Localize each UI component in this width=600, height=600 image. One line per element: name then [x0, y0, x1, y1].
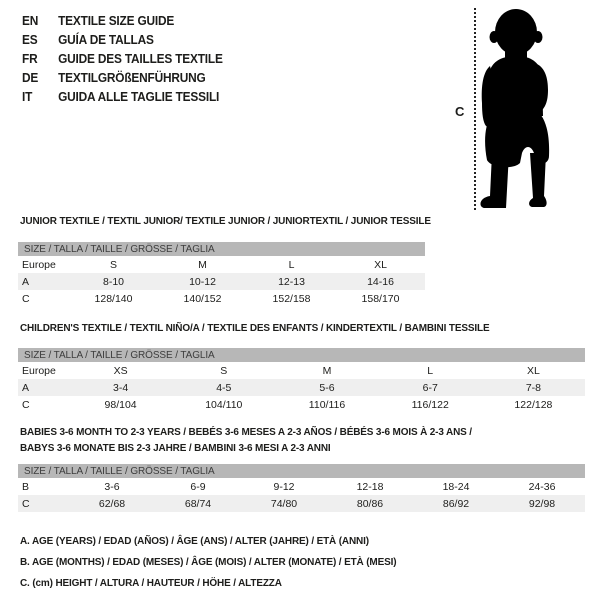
babies-title-line2: BABYS 3-6 MONATE BIS 2-3 JAHRE / BAMBINI 3-6 MESI A 2-3 ANNI [20, 442, 331, 454]
value-cell: 92/98 [528, 497, 556, 510]
value-cell: 116/122 [411, 398, 449, 411]
language-label: GUIDE DES TAILLES TEXTILE [58, 51, 223, 66]
row-label: A [22, 381, 30, 394]
row-label: C [22, 398, 30, 411]
value-cell: 3-4 [113, 381, 129, 394]
language-label: TEXTILGRÖßENFÜHRUNG [58, 70, 206, 85]
language-label: TEXTILE SIZE GUIDE [58, 13, 175, 28]
value-cell: 110/116 [308, 398, 346, 411]
footnotes [20, 531, 416, 594]
language-row-fr [22, 49, 223, 68]
row-label: C [22, 292, 30, 305]
value-cell: 98/104 [104, 398, 137, 411]
value-cell: 68/74 [184, 497, 212, 510]
value-cell: 9-12 [273, 480, 295, 493]
footnote-b: B. AGE (MONTHS) / EDAD (MESES) / ÂGE (MOIS) / ALTER (MONATE) / ETÀ (MESI) [20, 556, 397, 568]
value-cell: 152/158 [272, 292, 311, 305]
value-cell: 122/128 [514, 398, 553, 411]
table-row-europe [18, 256, 425, 273]
language-row-es [22, 30, 223, 49]
value-cell: 12-18 [356, 480, 384, 493]
value-cell: 4-5 [216, 381, 232, 394]
size-cell: XL [526, 364, 540, 377]
row-label: C [22, 497, 30, 510]
babies-table-title [20, 424, 472, 456]
language-label: GUÍA DE TALLAS [58, 32, 154, 47]
junior-size-table [18, 242, 425, 307]
size-cell: L [288, 258, 295, 271]
value-cell: 7-8 [525, 381, 541, 394]
value-cell: 3-6 [104, 480, 120, 493]
value-cell: 140/152 [183, 292, 222, 305]
value-cell: 74/80 [270, 497, 298, 510]
row-label: A [22, 275, 30, 288]
value-cell: 62/68 [98, 497, 126, 510]
baby-silhouette-icon [479, 8, 571, 208]
table-row-months [18, 478, 585, 495]
babies-size-table [18, 464, 585, 512]
size-header-bar: SIZE / TALLA / TAILLE / GRÖSSE / TAGLIA [18, 242, 425, 256]
value-cell: 24-36 [528, 480, 556, 493]
size-cell: XS [113, 364, 128, 377]
value-cell: 10-12 [189, 275, 216, 288]
table-row-age [18, 273, 425, 290]
height-measure-dotted-line [474, 8, 476, 210]
children-table-title: CHILDREN'S TEXTILE / TEXTIL NIÑO/A / TEXTILE DES ENFANTS / KINDERTEXTIL / BAMBINI TESSILE [20, 322, 490, 334]
language-code: DE [22, 70, 39, 85]
value-cell: 5-6 [319, 381, 335, 394]
junior-table-title: JUNIOR TEXTILE / TEXTIL JUNIOR/ TEXTILE JUNIOR / JUNIORTEXTIL / JUNIOR TESSILE [20, 215, 431, 227]
language-label: GUIDA ALLE TAGLIE TESSILI [58, 89, 220, 104]
language-row-en [22, 11, 223, 30]
value-cell: 6-7 [422, 381, 438, 394]
value-cell: 86/92 [442, 497, 470, 510]
value-cell: 18-24 [442, 480, 470, 493]
value-cell: 128/140 [94, 292, 133, 305]
row-label: Europe [22, 364, 56, 377]
footnote-c: C. (cm) HEIGHT / ALTURA / HAUTEUR / HÖHE / ALTEZZA [20, 577, 282, 589]
footnote-a: A. AGE (YEARS) / EDAD (AÑOS) / ÂGE (ANS) / ALTER (JAHRE) / ETÀ (ANNI) [20, 535, 369, 547]
table-row-height [18, 396, 585, 413]
size-cell: XL [374, 258, 387, 271]
language-list [22, 11, 233, 106]
row-label: B [22, 480, 30, 493]
language-code: IT [22, 89, 33, 104]
value-cell: 104/110 [205, 398, 243, 411]
size-header-bar: SIZE / TALLA / TAILLE / GRÖSSE / TAGLIA [18, 464, 585, 478]
value-cell: 12-13 [278, 275, 305, 288]
height-measure-label: C [455, 104, 465, 119]
babies-title-line1: BABIES 3-6 MONTH TO 2-3 YEARS / BEBÉS 3-6 MESES A 2-3 AÑOS / BÉBÉS 3-6 MOIS À 2-3 ANS / [20, 426, 472, 438]
children-size-table [18, 348, 585, 413]
size-cell: S [109, 258, 117, 271]
table-row-height [18, 290, 425, 307]
table-row-height [18, 495, 585, 512]
language-code: FR [22, 51, 38, 66]
value-cell: 80/86 [356, 497, 384, 510]
size-cell: L [427, 364, 434, 377]
table-row-europe [18, 362, 585, 379]
size-cell: M [198, 258, 207, 271]
row-label: Europe [22, 258, 56, 271]
value-cell: 14-16 [367, 275, 394, 288]
size-header-bar: SIZE / TALLA / TAILLE / GRÖSSE / TAGLIA [18, 348, 585, 362]
language-row-de [22, 68, 223, 87]
size-cell: M [322, 364, 332, 377]
language-code: EN [22, 13, 39, 28]
value-cell: 8-10 [102, 275, 124, 288]
language-row-it [22, 87, 223, 106]
value-cell: 158/170 [361, 292, 400, 305]
value-cell: 6-9 [190, 480, 206, 493]
language-code: ES [22, 32, 38, 47]
table-row-age [18, 379, 585, 396]
size-cell: S [220, 364, 228, 377]
